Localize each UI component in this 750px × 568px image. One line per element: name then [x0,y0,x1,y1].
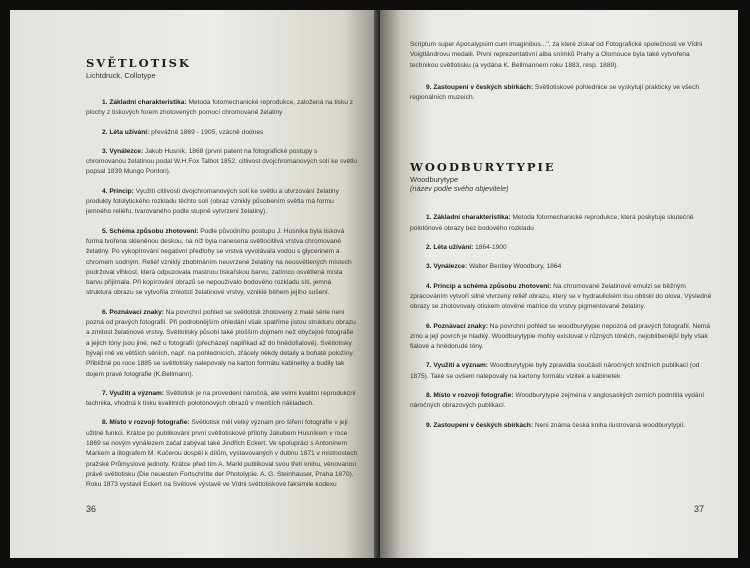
entry [86,389,358,410]
entry-text: Walter Bentley Woodbury, 1864 [467,263,562,271]
entry [410,282,712,313]
page-number: 37 [693,504,704,514]
entry [86,227,358,299]
entry-text: Metoda fotomechanické reprodukce, která poskytuje skutečně polotónové obrazy bez bodového rozkladu [410,214,694,232]
page-subtitle: Woodburytype [410,175,459,185]
entry-heading: 1. Základní charakteristika: [102,99,187,106]
entry-heading: 9. Zastoupení v českých sbírkách: [426,83,534,91]
entry [410,213,712,234]
entry [86,147,358,178]
entry-text: Podle původního postupu J. Husníka byla tisková forma tvořena skleněnou deskou, na níž byla nanesena světlocitlivá vrstva chromované želatiny. Po vykopírování negativní předlohy se vrstva vyvolávala vodou s glycerinem a chromem sodným. Reliéf vzniklý zbobtnáním neuvrzené želatiny na neosvětlených místech podržoval vlhkost, která odpuzovala mastnou tiskařskou barvu, zatímco osvětlená místa barvu přijímala. Při kopírování obrazů se nepoužívalo bodového rozkladu síti, jemná struktura obrazu se vytvořila zmiotstí želatinové vrstvy, vzniklé během jejího sušení. [86,227,352,297]
entry-text: Světlotiskové pohlednice se vyskytují prakticky ve všech regionálních muzeích. [410,83,700,102]
entry-heading: 4. Princip a schéma způsobu zhotovení: [426,282,552,290]
entry-text: Využití citlivosti dvojchromanových solí ke světlu a utvrzování želatiny produkty fotolytického rozkladu těchto solí (obraz vzniklý působením světla má formu jemného reliéfu, tvarovaného podle stupně vytvrzení želatiny). [86,187,339,216]
entries-list [410,213,712,430]
entry-text: Světlotisk měl velký význam pro šíření fotografie v její užitné funkci. Krátce po publikování první světlotiskové přílohy Jakubem Husníkem v roce 1869 se novým vynálezem začal zabývat také Jindřich Eckert. Ve spolupráci s Antonínem Markem a litografem M. Kučerou dospěl k dílům, vystavovaných v dubnu 1871 v místnostech pražské Průmyslové jednoty. Krátce před tím A. Markl publikoval svou třetí knihu, věnovanou právě světlotisku (Die neuesten Fortschritte der Photolypie. A. G. Steinhauser, Praha 1870). Roku 1873 vystavil Eckert na Světové výstavě ve Vídni světlotiskové faksimile kodexu [86,419,358,489]
entry-text: převážně 1869 - 1905, vzácně dodnes [149,128,264,136]
entry [86,187,358,218]
entry [410,262,712,272]
entry-text: Na povrchní pohled se woodburytypie nepozná od pravých fotografií. Nemá zrno a její povrch je hladký. Woodburytypie mohly existovat v různých tóněch, nejoblíbenější byly však fialové a hnědorudé tóny. [410,322,711,351]
entry-heading: 8. Místo v rozvoji fotografie: [426,392,514,400]
entry-text: Na povrchní pohled se světlotisk zhotovený z malé série není pozná od pravých fotografií. Při podrobnějším ohledání však spatříme jistou strukturu obrazu a zmitost želatinové vrstvy. Světlotisky působí také plošším dojmem než obyčejné fotografie a jejich tóny jsou jiné, než u fotografií (přecházejí naplňkad až do hnědofialové). Světlotisky bývají rně ve větších sériích, např. na pohlednicích, zřácely někdy detaily a bohaté položíny. Přibližně po roce 1885 se světlotisky nalepovaly na karton formátu kabinetky a budily tak dojem pravé fotografie (K.Bellmann). [86,308,356,378]
entry [410,83,712,104]
entry-heading: 7. Využití a význam: [426,362,489,370]
entry-heading: 1. Základní charakteristika: [426,214,511,222]
entry [86,128,358,138]
entry [410,322,712,353]
page-subtitle-note: (název podle svého objevitele) [410,184,509,194]
entry-text: Jakub Husník, 1868 (první patent na fotografické postupy s chromovanou želatinou podal W.H.Fox Talbot 1852, citlivost dvojchromanových solí ke světlu popsal 1839 Mungo Ponton). [86,147,358,176]
page-title: WOODBURYTYPIE [410,160,556,175]
entry-heading: 7. Využití a význam: [102,389,165,397]
entry [410,421,712,431]
entry-text: Není známa česká kniha ilustrovaná woodburytypií. [533,421,686,429]
entry-heading: 2. Léta užívání: [426,244,474,252]
entry-text: Woodburytypie zejména v anglosaských zemích podnítila vydání náročných obrazových publikací. [410,392,705,410]
entry [86,418,358,490]
entry-heading: 5. Schéma způsobu zhotovení: [102,227,199,235]
page-number: 36 [86,504,97,514]
entry-heading: 3. Vynálezce: [426,263,468,271]
entry-heading: 6. Poznávací znaky: [426,322,488,330]
entry-text: Světlotisk je na provedení náročná, ale velmi kvalitní reprodukční technika, vhodná k tisku kvalitních polotónových obrazů v menších nákladech. [86,389,356,408]
entries-list [86,98,358,491]
entry-text: Woodburytypie byly zpravidla součástí náročných knižních publikací (od 1875). Také se ovšem nalepovaly na kartony formátu vizitek a kabinetek [410,362,700,380]
continued-paragraph: Scriptum super Apocalypsim cum imaginibus...", za které získal od Fotografické společnosti ve Vídni Voigtländrovu medaili. První reprezentativní alba snímků Prahy a Olomouce byla také vytvořena technikou světlotisku (a vydána K. Bellmannem roku 1883, resp. 1889). [410,41,703,69]
entry-text: Na chromované želatinové emulzi se běžným zpracováním vytvoří silně vtvrzený reliéf obrazu, který se v hydraulickém lisu obtiskl do olova. Výsledné obrazy se zhotovovaly otiskem olověné matrice do vrstvy pigmentované želatiny. [410,282,712,311]
entry [410,361,712,382]
entry [410,391,712,412]
entry-heading: 4. Princip: [102,187,134,195]
right-page [380,10,738,558]
left-page [10,10,380,558]
page-subtitle: Lichtdruck, Collotype [86,71,156,80]
entry-heading: 9. Zastoupení v českých sbírkách: [426,421,534,429]
entry [410,243,712,253]
entry [86,308,358,380]
entry-heading: 3. Vynálezce: [102,147,144,155]
entry-heading: 8. Místo v rozvoji fotografie: [102,419,190,427]
entry-text: 1864-1900 [473,244,507,252]
entry [86,98,358,119]
entry-heading: 6. Poznávací znaky: [102,308,164,316]
entry-heading: 2. Léta užívání: [102,128,150,136]
page-title: SVĚTLOTISK [86,56,191,70]
entry-text: Metoda fotomechanické reprodukce, založená na tisku z plochy z tiskových forem zhotovených pomocí chromované želatiny [86,99,354,117]
